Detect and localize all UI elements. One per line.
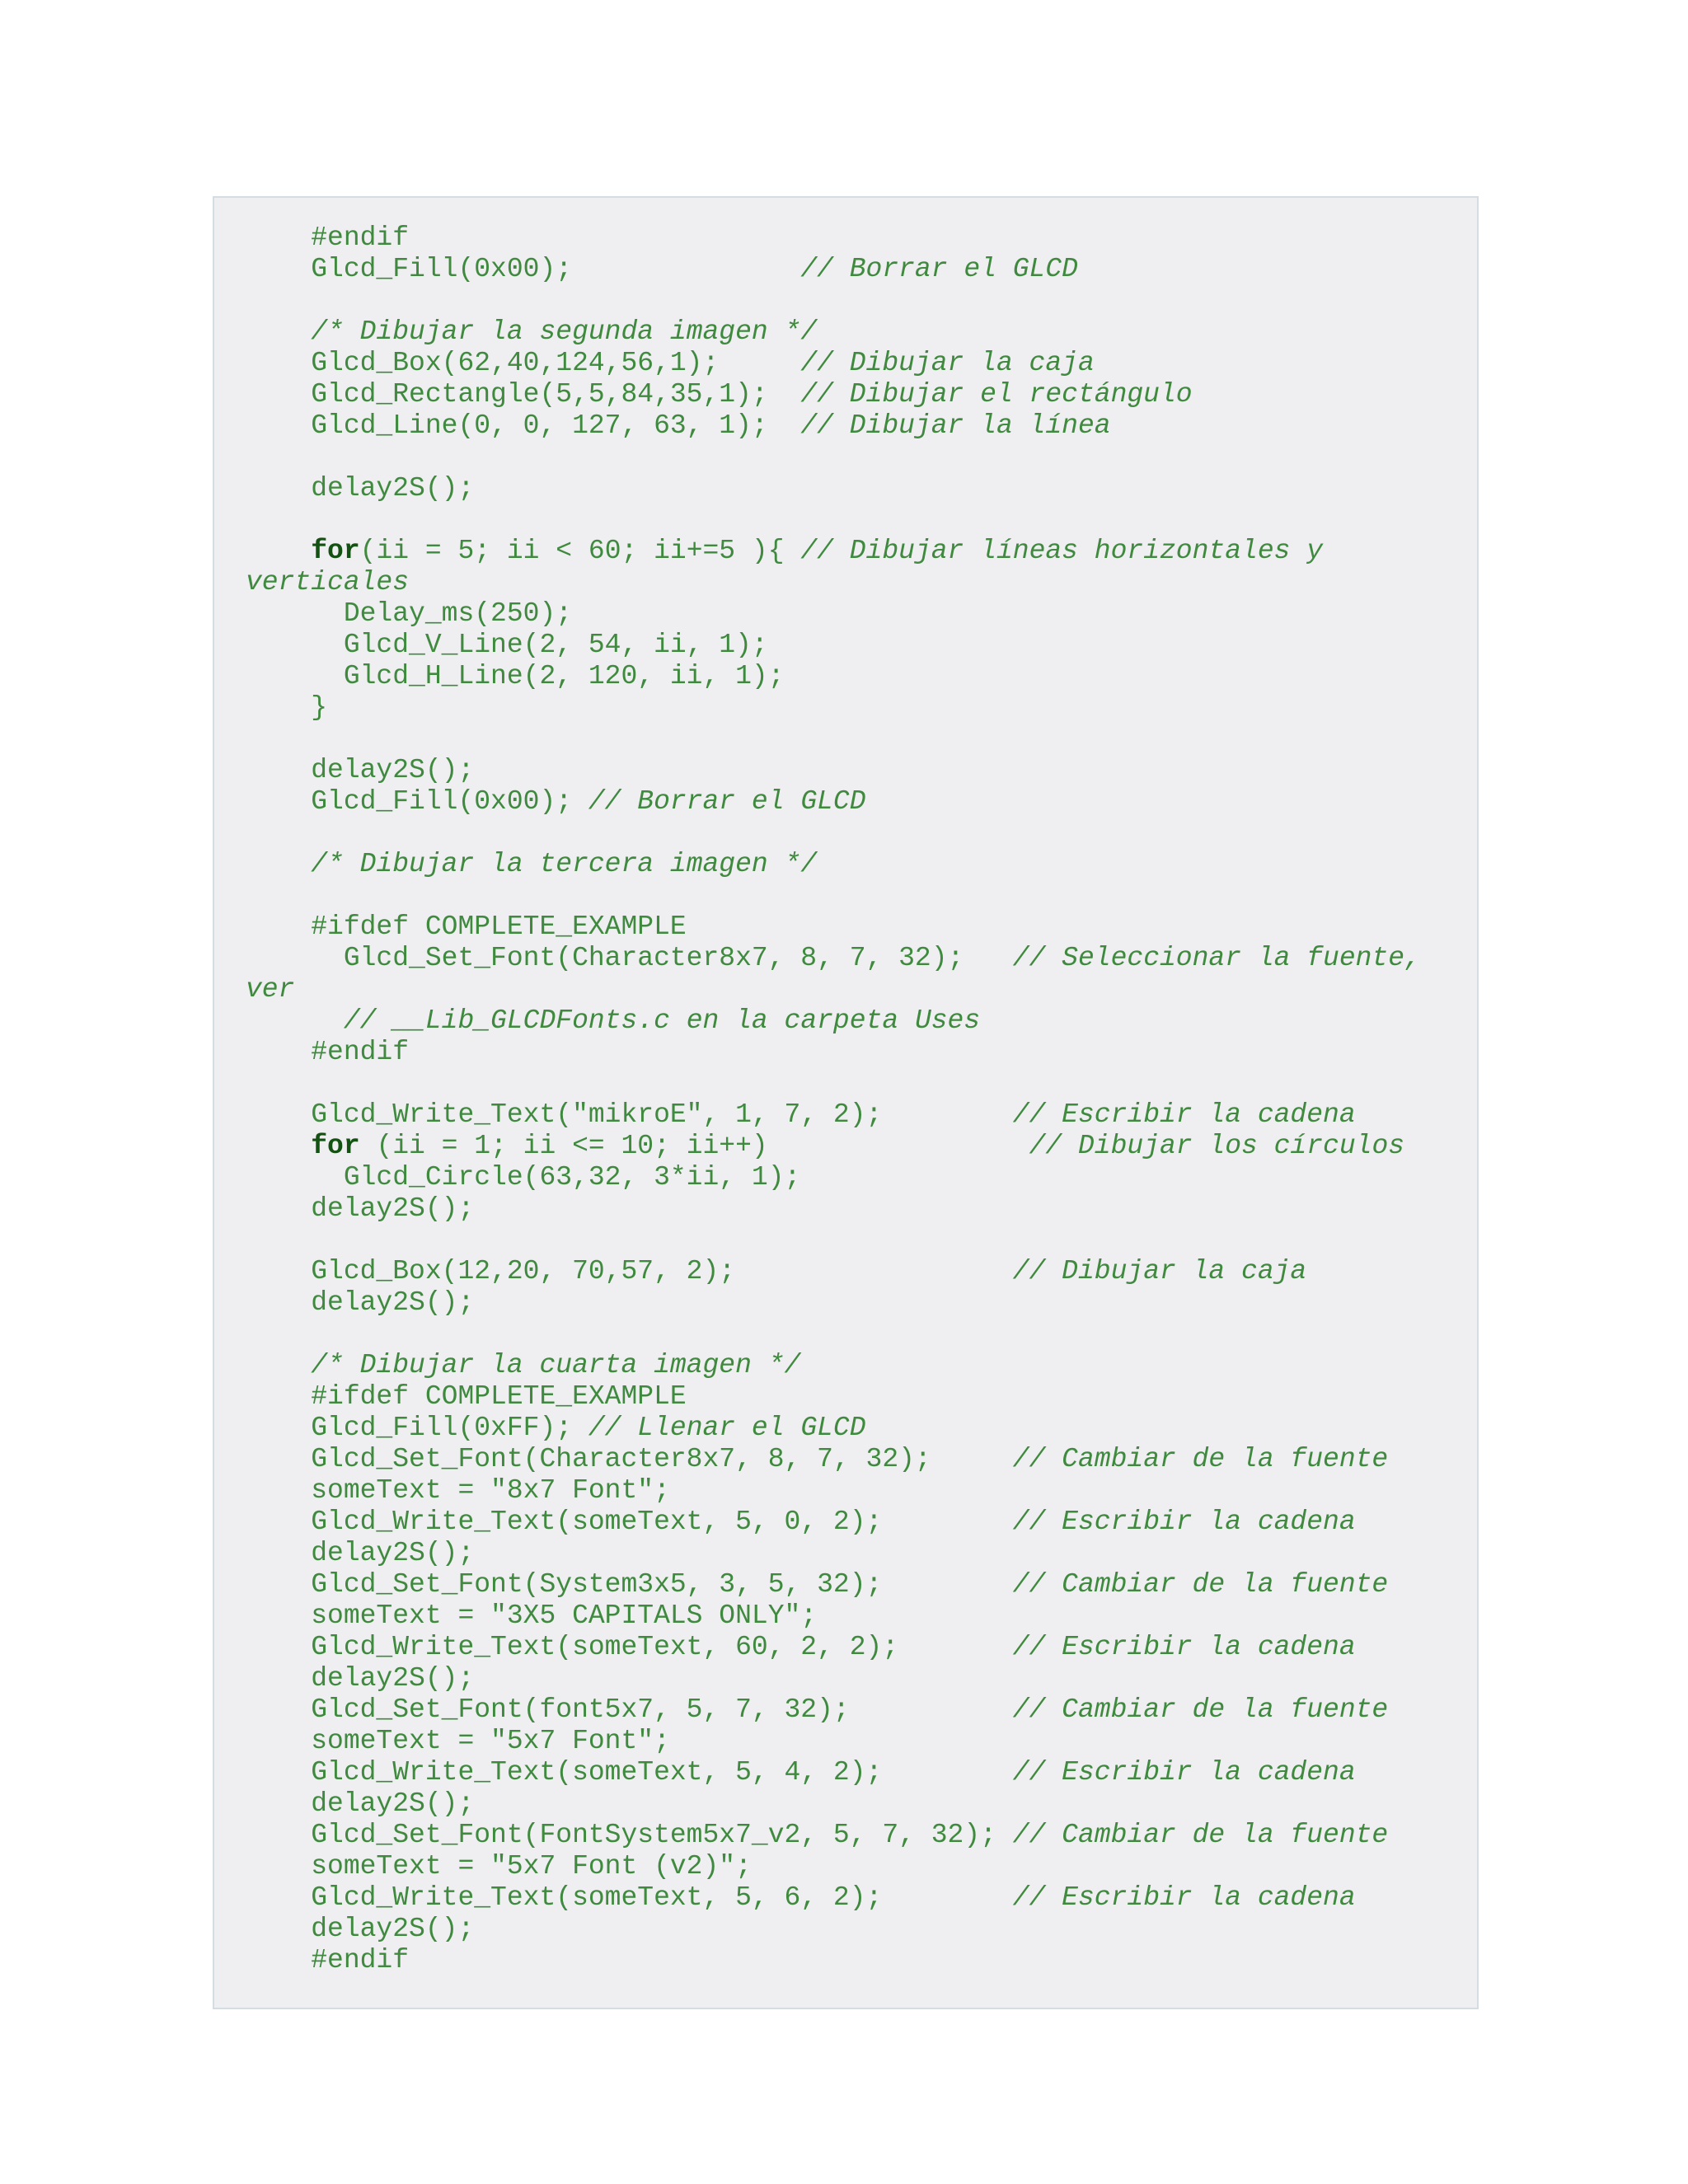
- code-text: (ii = 5; ii < 60; ii+=5 ){: [359, 536, 801, 566]
- code-line: [246, 1381, 1421, 1413]
- code-comment: /* Dibujar la tercera imagen */: [311, 849, 818, 879]
- code-text: Glcd_Write_Text(someText, 5, 6, 2);: [246, 1882, 1013, 1913]
- code-line: [246, 1663, 1421, 1694]
- code-text: Glcd_Line(0, 0, 127, 63, 1);: [246, 410, 801, 441]
- code-text: delay2S();: [246, 1914, 475, 1944]
- code-text: Glcd_V_Line(2, 54, ii, 1);: [246, 630, 768, 660]
- code-text: Glcd_Write_Text(someText, 5, 4, 2);: [246, 1757, 1013, 1788]
- code-line: [246, 1475, 1421, 1507]
- code-text: someText = "8x7 Font";: [246, 1475, 670, 1506]
- code-text: [246, 1005, 344, 1036]
- code-line: [246, 786, 1421, 818]
- code-line: [246, 630, 1421, 661]
- code-line: [246, 1068, 1421, 1099]
- code-comment: // Cambiar de la fuente: [1012, 1820, 1389, 1850]
- code-line: [246, 1694, 1421, 1726]
- code-text: Glcd_Fill(0xFF);: [246, 1413, 588, 1443]
- code-line: [246, 254, 1421, 285]
- code-line: [246, 1005, 1421, 1037]
- code-line: [246, 1757, 1421, 1788]
- code-listing-box: [213, 196, 1479, 2009]
- code-text: delay2S();: [246, 473, 475, 504]
- code-line: [246, 1945, 1421, 1976]
- code-line: [246, 1225, 1421, 1256]
- code-line: [246, 1726, 1421, 1757]
- code-line: [246, 1632, 1421, 1663]
- code-text: #endif: [246, 1037, 410, 1067]
- code-text: Glcd_Set_Font(Character8x7, 8, 7, 32);: [246, 943, 1013, 973]
- code-line: [246, 880, 1421, 912]
- code-line: [246, 1131, 1421, 1162]
- code-text: Glcd_Box(12,20, 70,57, 2);: [246, 1256, 1013, 1286]
- code-text: someText = "5x7 Font";: [246, 1726, 670, 1756]
- code-comment: // Escribir la cadena: [1012, 1632, 1356, 1662]
- code-comment: // Cambiar de la fuente: [1012, 1444, 1389, 1474]
- code-text: delay2S();: [246, 755, 475, 785]
- code-line: [246, 1601, 1421, 1632]
- code-line: [246, 1538, 1421, 1569]
- code-comment: /* Dibujar la cuarta imagen */: [311, 1350, 801, 1380]
- code-text: delay2S();: [246, 1788, 475, 1819]
- code-line: [246, 1256, 1421, 1287]
- code-comment: // Cambiar de la fuente: [1012, 1694, 1389, 1725]
- code-comment: // Dibujar líneas horizontales y: [800, 536, 1324, 566]
- code-text: [246, 536, 311, 566]
- code-line: [246, 1099, 1421, 1131]
- code-line: [246, 504, 1421, 536]
- code-keyword: for: [311, 536, 360, 566]
- code-line: [246, 849, 1421, 880]
- code-text: Glcd_H_Line(2, 120, ii, 1);: [246, 661, 785, 691]
- code-text: Glcd_Set_Font(System3x5, 3, 5, 32);: [246, 1569, 1013, 1600]
- code-text: Glcd_Set_Font(font5x7, 5, 7, 32);: [246, 1694, 1013, 1725]
- code-line: [246, 1193, 1421, 1225]
- code-text: #ifdef COMPLETE_EXAMPLE: [246, 912, 687, 942]
- code-comment: // Escribir la cadena: [1012, 1507, 1356, 1537]
- code-text: Delay_ms(250);: [246, 598, 573, 629]
- code-line: [246, 223, 1421, 254]
- code-comment: // Cambiar de la fuente: [1012, 1569, 1389, 1600]
- code-comment: // Dibujar la caja: [800, 348, 1095, 378]
- code-text: [246, 316, 311, 347]
- code-line: [246, 1882, 1421, 1914]
- code-text: }: [246, 692, 328, 723]
- code-text: #ifdef COMPLETE_EXAMPLE: [246, 1381, 687, 1412]
- code-text: [246, 1131, 311, 1161]
- code-comment: // Dibujar la caja: [1012, 1256, 1307, 1286]
- code-text: Glcd_Set_Font(Character8x7, 8, 7, 32);: [246, 1444, 1013, 1474]
- code-text: Glcd_Circle(63,32, 3*ii, 1);: [246, 1162, 801, 1193]
- code-line: [246, 661, 1421, 692]
- code-line: [246, 1507, 1421, 1538]
- code-line: [246, 724, 1421, 755]
- code-line: [246, 1569, 1421, 1601]
- code-line: [246, 1350, 1421, 1381]
- code-comment: // Seleccionar la fuente,: [1012, 943, 1421, 973]
- code-line: [246, 285, 1421, 316]
- code-line: [246, 755, 1421, 786]
- code-text: Glcd_Write_Text("mikroE", 1, 7, 2);: [246, 1099, 1013, 1130]
- code-comment: // Borrar el GLCD: [588, 786, 866, 817]
- code-line: [246, 1413, 1421, 1444]
- code-text: Glcd_Fill(0x00);: [246, 786, 588, 817]
- code-line: [246, 379, 1421, 410]
- code-comment: // Dibujar los círculos: [1029, 1131, 1405, 1161]
- code-text: delay2S();: [246, 1538, 475, 1568]
- code-text: #endif: [246, 223, 410, 253]
- code-comment: verticales: [246, 567, 410, 598]
- code-text: someText = "5x7 Font (v2)";: [246, 1851, 752, 1882]
- code-line: [246, 442, 1421, 473]
- code-comment: // Dibujar la línea: [800, 410, 1111, 441]
- code-line: [246, 410, 1421, 442]
- code-text: Glcd_Rectangle(5,5,84,35,1);: [246, 379, 801, 410]
- code-line: [246, 974, 1421, 1005]
- code-line: [246, 818, 1421, 849]
- code-comment: ver: [246, 974, 295, 1005]
- code-line: [246, 1037, 1421, 1068]
- code-line: [246, 1914, 1421, 1945]
- code-text: Glcd_Write_Text(someText, 60, 2, 2);: [246, 1632, 1013, 1662]
- code-comment: // __Lib_GLCDFonts.c en la carpeta Uses: [343, 1005, 981, 1036]
- code-text: someText = "3X5 CAPITALS ONLY";: [246, 1601, 818, 1631]
- code-text: delay2S();: [246, 1193, 475, 1224]
- code-line: [246, 692, 1421, 724]
- code-text: [246, 849, 311, 879]
- code-block: [246, 223, 1421, 1976]
- code-line: [246, 1287, 1421, 1319]
- code-line: [246, 348, 1421, 379]
- code-comment: // Borrar el GLCD: [800, 254, 1078, 284]
- code-comment: // Escribir la cadena: [1012, 1099, 1356, 1130]
- code-text: Glcd_Write_Text(someText, 5, 0, 2);: [246, 1507, 1013, 1537]
- code-line: [246, 1319, 1421, 1350]
- code-text: Glcd_Set_Font(FontSystem5x7_v2, 5, 7, 32);: [246, 1820, 1013, 1850]
- code-line: [246, 1444, 1421, 1475]
- code-line: [246, 567, 1421, 598]
- code-line: [246, 912, 1421, 943]
- code-keyword: for: [311, 1131, 360, 1161]
- code-line: [246, 473, 1421, 504]
- code-text: Glcd_Fill(0x00);: [246, 254, 801, 284]
- code-comment: // Dibujar el rectángulo: [800, 379, 1193, 410]
- code-text: [246, 1350, 311, 1380]
- code-text: Glcd_Box(62,40,124,56,1);: [246, 348, 801, 378]
- code-line: [246, 598, 1421, 630]
- code-line: [246, 1788, 1421, 1820]
- code-line: [246, 1820, 1421, 1851]
- code-comment: // Escribir la cadena: [1012, 1757, 1356, 1788]
- code-line: [246, 943, 1421, 974]
- code-text: delay2S();: [246, 1663, 475, 1694]
- code-text: (ii = 1; ii <= 10; ii++): [359, 1131, 1029, 1161]
- code-line: [246, 316, 1421, 348]
- code-comment: // Llenar el GLCD: [588, 1413, 866, 1443]
- code-line: [246, 1162, 1421, 1193]
- code-line: [246, 1851, 1421, 1882]
- code-line: [246, 536, 1421, 567]
- code-text: #endif: [246, 1945, 410, 1975]
- code-text: delay2S();: [246, 1287, 475, 1318]
- code-comment: // Escribir la cadena: [1012, 1882, 1356, 1913]
- code-comment: /* Dibujar la segunda imagen */: [311, 316, 818, 347]
